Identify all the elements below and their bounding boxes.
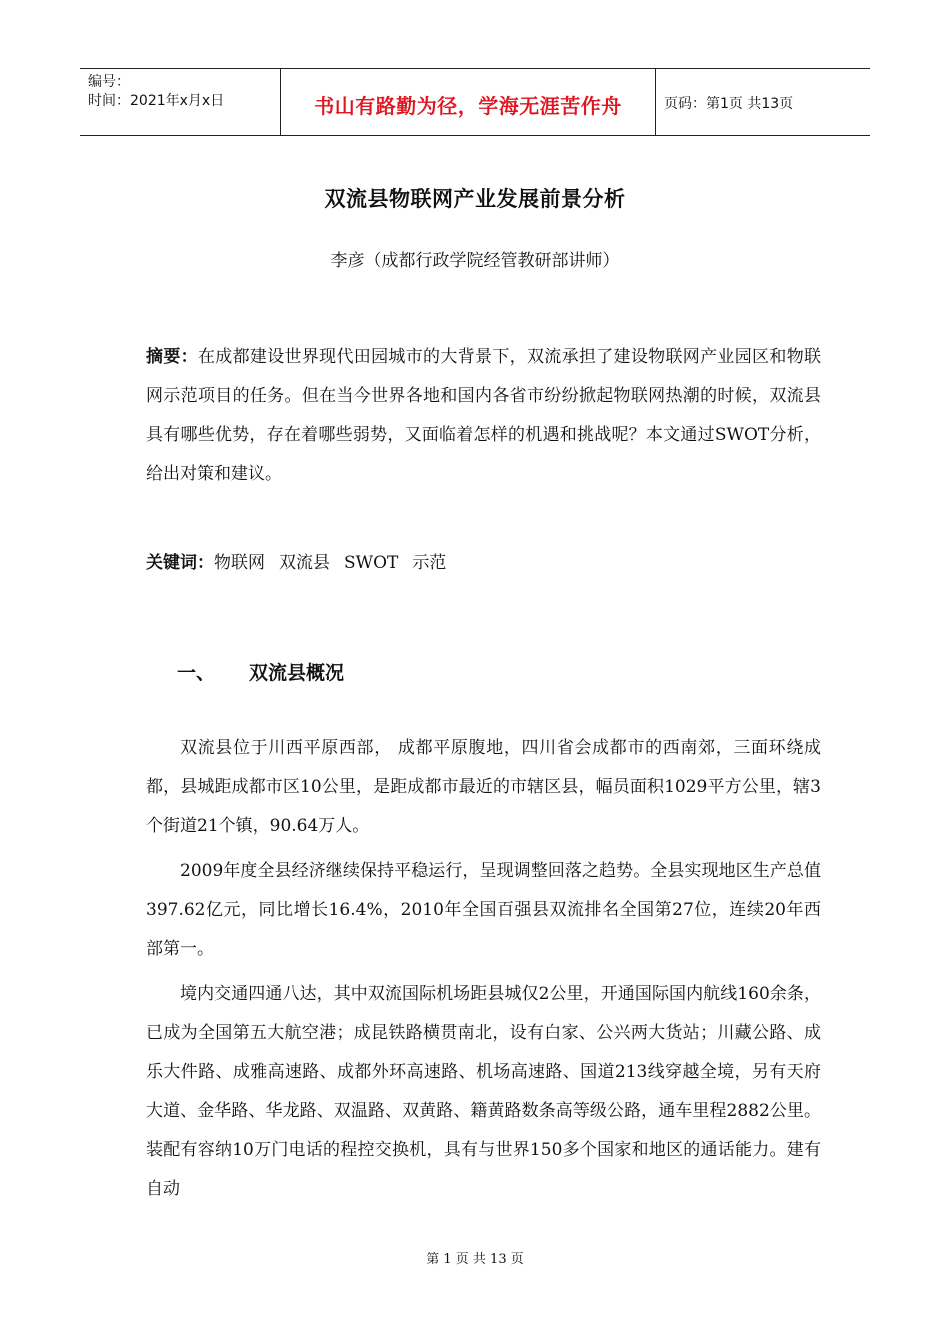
paragraph: [146, 975, 821, 1209]
document-title: 双流县物联网产业发展前景分析: [324, 186, 626, 211]
abstract-label: 摘要：: [146, 347, 198, 367]
number-label: 编号：: [88, 74, 130, 90]
keyword: 示范: [412, 553, 447, 573]
keyword: 物联网: [214, 553, 265, 573]
header-page-cell: [656, 69, 870, 135]
paragraph-text: 2009年度全县经济继续保持平稳运行，呈现调整回落之趋势。全县实现地区生产总值397.62亿元，同比增长16.4%，2010年全国百强县双流排名全国第27位，连续20年西部第一。: [146, 861, 821, 959]
header-table: [80, 68, 870, 136]
page-info: 页码：第1页 共13页: [664, 96, 794, 112]
motto-text: 书山有路勤为径，学海无涯苦作舟: [314, 93, 622, 118]
paragraph-text: 双流县位于川西平原西部， 成都平原腹地，四川省会成都市的西南郊，三面环绕成都，县城距成都市区10公里，是距成都市最近的市辖区县，幅员面积1029平方公里，辖3个街道21个镇，90.64万人。: [146, 738, 821, 836]
keyword: 双流县: [279, 553, 330, 573]
keyword: SWOT: [344, 553, 399, 573]
paragraph-text: 境内交通四通八达，其中双流国际机场距县城仅2公里，开通国际国内航线160余条，已成为全国第五大航空港；成昆铁路横贯南北，设有白家、公兴两大货站；川藏公路、成乐大件路、成雅高速路、成都外环高速路、机场高速路、国道213线穿越全境，另有天府大道、金华路、华龙路、双温路、双黄路、籍黄路数条高等级公路，通车里程2882公里。装配有容纳10万门电话的程控交换机，具有与世界150多个国家和地区的通话能力。建有自动: [146, 984, 821, 1199]
time-label: 时间：2021年x月x日: [88, 93, 225, 109]
header-motto-cell: [281, 69, 656, 135]
section-number: 一、: [177, 662, 216, 684]
page-footer: 第 1 页 共 13 页: [426, 1252, 524, 1267]
abstract: [146, 338, 821, 494]
keywords-label: 关键词：: [146, 553, 214, 573]
paragraph: [146, 852, 821, 969]
header-meta-cell: [80, 69, 281, 135]
paragraph: [146, 729, 821, 846]
section-title: 双流县概况: [249, 662, 345, 684]
document-author: 李彦（成都行政学院经管教研部讲师）: [330, 251, 620, 271]
keywords: [146, 544, 821, 583]
section-heading: [177, 658, 344, 685]
abstract-text: 在成都建设世界现代田园城市的大背景下，双流承担了建设物联网产业园区和物联网示范项目的任务。但在当今世界各地和国内各省市纷纷掀起物联网热潮的时候，双流县具有哪些优势，存在着哪些弱势，又面临着怎样的机遇和挑战呢？本文通过SWOT分析，给出对策和建议。: [146, 347, 822, 484]
